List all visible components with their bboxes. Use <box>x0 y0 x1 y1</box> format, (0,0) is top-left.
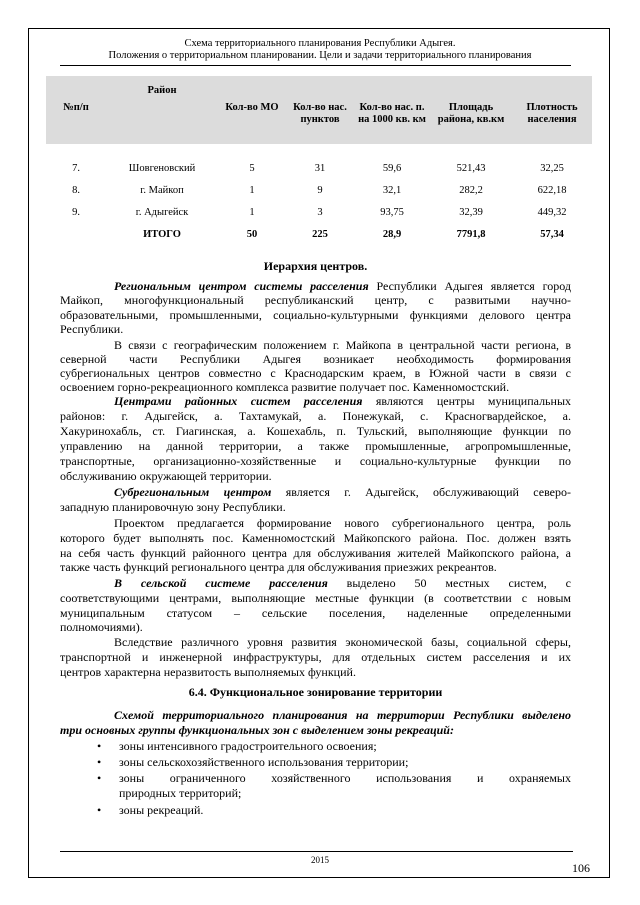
paragraph-term: Региональным центром системы расселения <box>114 279 369 293</box>
col-header-density-settlements: Кол-во нас. п. на 1000 кв. км <box>358 102 426 125</box>
section-heading-hierarchy: Иерархия центров. <box>263 259 368 273</box>
col-header-population-density: Плотность населения <box>526 102 578 125</box>
paragraph-line <box>60 280 571 293</box>
page-number: 106 <box>572 861 590 875</box>
list-item: природных территорий; <box>119 786 242 800</box>
table-cell: 7. <box>72 162 80 174</box>
paragraph-line: В связи с географическим положением г. Майкопа в центральной части региона, в <box>114 338 571 352</box>
table-cell: 59,6 <box>382 162 402 174</box>
paragraph-line: освоением горно-рекреационного комплекса развитие получает пос. Каменномостский. <box>60 380 510 394</box>
table-cell: 225 <box>312 228 328 240</box>
list-item: зоны ограниченного хозяйственного использования и охраняемых <box>119 771 571 785</box>
table-cell: 1 <box>249 184 255 196</box>
header-line-1: Схема территориального планирования Республики Адыгея. <box>184 38 456 49</box>
paragraph-line: Майкоп, многофункциональный республиканский центр, с развитыми научно- <box>60 293 571 307</box>
paragraph-line: муниципальным статусом – сельские поселения, наделенные определенными <box>60 606 571 620</box>
table-cell: 521,43 <box>456 162 486 174</box>
table-cell: 1 <box>249 206 255 218</box>
paragraph-line: Хакуринохабль, ст. Гиагинская, а. Кошехабль, п. Тульский, выполняющие функции по <box>60 424 571 438</box>
paragraph-line: транспортные, организационно-хозяйственные и социально-культурные функции по <box>60 454 571 468</box>
table-cell: 93,75 <box>380 206 404 218</box>
bullet-marker: • <box>97 771 102 785</box>
table-row <box>46 179 592 201</box>
col-header-district: Район <box>147 85 177 96</box>
paragraph-line <box>60 486 571 499</box>
list-item: зоны интенсивного градостроительного освоения; <box>119 739 377 753</box>
paragraph-line: районов: г. Адыгейск, а. Тахтамукай, а. Понежукай, с. Красногвардейское, а. <box>60 409 571 423</box>
col-header-mo-count: Кол-во МО <box>225 102 279 113</box>
paragraph-text: являются центры муниципальных <box>375 394 572 408</box>
paragraph-line <box>60 395 571 408</box>
list-item: зоны рекреаций. <box>119 803 204 817</box>
table-cell: 32,1 <box>382 184 402 196</box>
paragraph-line: управлению на данной территории, а также промышленные, агропромышленные, <box>60 439 571 453</box>
table-cell: 8. <box>72 184 80 196</box>
header-line-2: Положения о территориальном планировании. Цели и задачи территориального планирования <box>108 50 532 61</box>
table-cell: 449,32 <box>537 206 567 218</box>
table-cell: ИТОГО <box>143 228 181 240</box>
paragraph-line: Проектом предлагается формирование нового субрегионального центра, роль <box>114 516 571 530</box>
table-cell: 282,2 <box>459 184 483 196</box>
table-cell: 5 <box>249 162 255 174</box>
paragraph-term: Центрами районных систем расселения <box>114 394 363 408</box>
paragraph-text: является г. Адыгейск, обслуживающий северо- <box>285 485 572 499</box>
paragraph-line: центров характерна неразвитость выполняемых функций. <box>60 665 356 679</box>
paragraph-line: западную планировочную зону Республики. <box>60 500 286 514</box>
table-cell: 57,34 <box>540 228 564 240</box>
paragraph-line: Схемой территориального планирования на территории Республики выделено <box>114 708 571 722</box>
table-row <box>46 201 592 223</box>
paragraph-line: соответствующими центрами, выполняющие местные функции (в соответствии с новым <box>60 591 571 605</box>
running-header <box>0 38 640 62</box>
paragraph-line: субрегиональных центров совместно с Краснодарским краем, в Южной части в связи с <box>60 366 571 380</box>
table-cell: 3 <box>317 206 323 218</box>
table-cell: 9 <box>317 184 323 196</box>
paragraph-line: Республики. <box>60 322 124 336</box>
table-cell: г. Майкоп <box>140 184 184 196</box>
table-total-row <box>46 223 592 245</box>
table-row <box>46 157 592 179</box>
table-cell: Шовгеновский <box>128 162 196 174</box>
paragraph-line: обслуживанию окружающей территории. <box>60 469 272 483</box>
table-cell: 32,25 <box>540 162 564 174</box>
paragraph-line: которого будет выполнять пос. Каменномостский Майкопского района. Пос. должен взять <box>60 531 571 545</box>
bullet-marker: • <box>97 755 102 769</box>
table-header-row <box>46 76 592 144</box>
table-cell: 50 <box>246 228 258 240</box>
col-header-settlements: Кол-во нас. пунктов <box>293 102 347 125</box>
paragraph-line <box>60 577 571 590</box>
paragraph-line: Вследствие различного уровня развития экономической базы, социальной сферы, <box>114 635 571 649</box>
districts-table <box>46 76 592 245</box>
list-item: зоны сельскохозяйственного использования территории; <box>119 755 409 769</box>
paragraph-line: образовательными, промышленными, социально-культурными функциями делового центра <box>60 308 571 322</box>
col-header-num: №п/п <box>63 102 89 113</box>
paragraph-line: транспортной и инженерной инфраструктуры, для отдельных систем расселения и их <box>60 650 571 664</box>
paragraph-term: В сельской системе расселения <box>114 576 328 590</box>
paragraph-text: Республики Адыгея является город <box>376 279 572 293</box>
footer-year: 2015 <box>311 855 329 865</box>
paragraph-line: на себя часть функций районного центра для обслуживания жителей Майкопского района, а <box>60 546 571 560</box>
bullet-marker: • <box>97 803 102 817</box>
paragraph-text: выделено 50 местных систем, с <box>346 576 571 590</box>
bullet-marker: • <box>97 739 102 753</box>
table-cell: 28,9 <box>382 228 402 240</box>
footer-rule <box>60 851 573 852</box>
header-rule <box>60 65 571 66</box>
paragraph-line: полномочиями). <box>60 620 143 634</box>
col-header-area: Площадь района, кв.км <box>437 102 505 125</box>
paragraph-line: также часть функций регионального центра для обслуживания приезжих рекреантов. <box>60 560 497 574</box>
table-cell: г. Адыгейск <box>135 206 189 218</box>
paragraph-line: три основных группы функциональных зон с выделением зоны рекреаций: <box>60 723 454 737</box>
section-heading-zoning: 6.4. Функциональное зонирование территории <box>188 685 443 699</box>
table-cell: 32,39 <box>459 206 483 218</box>
table-cell: 9. <box>72 206 80 218</box>
paragraph-term: Субрегиональным центром <box>114 485 272 499</box>
table-cell: 7791,8 <box>456 228 486 240</box>
table-cell: 622,18 <box>537 184 567 196</box>
paragraph-line: северной части Республики Адыгея возникает необходимость формирования <box>60 352 571 366</box>
table-cell <box>46 223 106 245</box>
table-cell: 31 <box>314 162 326 174</box>
